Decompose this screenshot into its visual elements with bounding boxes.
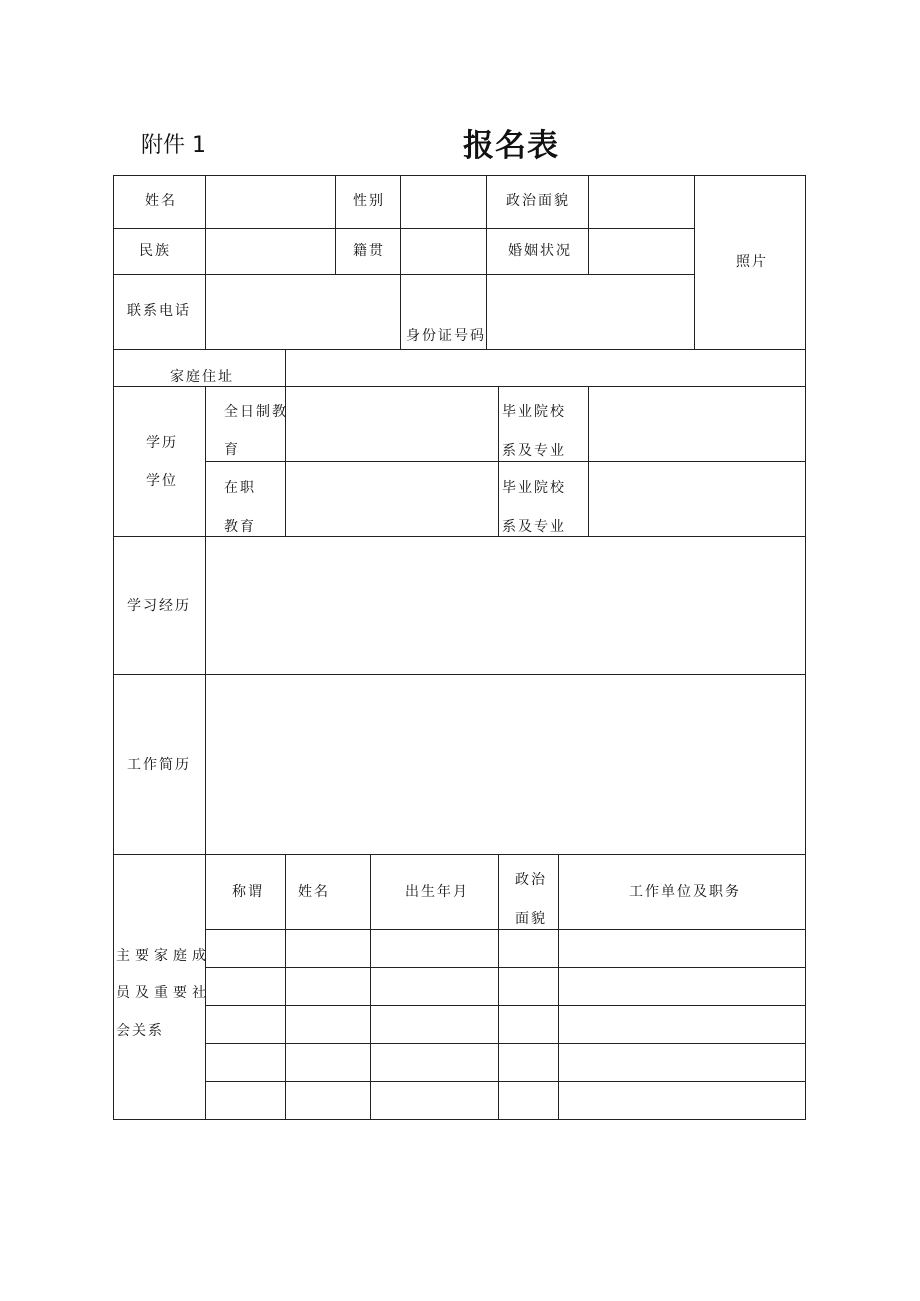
study-history-label: 学习经历 — [127, 598, 191, 614]
phone-label: 联系电话 — [127, 303, 191, 319]
col-name-header: 姓名 — [298, 884, 330, 900]
rule — [370, 854, 371, 1119]
family-relations-label-end: 会关系 — [116, 1023, 164, 1039]
name-label: 姓名 — [145, 193, 177, 209]
rule — [113, 674, 806, 675]
rule — [558, 854, 559, 1119]
marital-status-label: 婚姻状况 — [508, 243, 572, 259]
political-status-label: 政治面貌 — [506, 193, 570, 209]
rule — [205, 386, 206, 536]
rule — [205, 1005, 806, 1006]
rule — [205, 967, 806, 968]
family-relations-label: 主要家庭成 — [116, 948, 211, 964]
rule — [588, 386, 589, 536]
rule — [498, 854, 499, 1119]
home-address-label: 家庭住址 — [170, 369, 234, 385]
col-work-header: 工作单位及职务 — [629, 884, 741, 900]
rule — [335, 175, 336, 274]
rule — [113, 228, 694, 229]
ethnicity-label: 民族 — [139, 243, 171, 259]
gender-label: 性别 — [353, 193, 385, 209]
education-label: 学历 — [146, 435, 178, 451]
fulltime-education-label: 全日制教 — [224, 404, 288, 420]
rule — [285, 349, 286, 386]
rule — [498, 386, 499, 536]
rule — [285, 854, 286, 1119]
page-title: 报名表 — [463, 128, 559, 164]
col-relation-header: 称谓 — [232, 884, 264, 900]
rule — [113, 349, 806, 350]
fulltime-education-label-cont: 育 — [224, 442, 240, 458]
rule — [205, 929, 806, 930]
rule — [694, 175, 695, 349]
native-place-label: 籍贯 — [353, 243, 385, 259]
col-political-header-cont: 面貌 — [515, 911, 547, 927]
inservice-education-label: 在职 — [224, 480, 256, 496]
major-label: 系及专业 — [502, 443, 566, 459]
col-birth-header: 出生年月 — [405, 884, 469, 900]
rule — [205, 461, 806, 462]
photo-label: 照片 — [736, 254, 768, 270]
id-number-label: 身份证号码 — [406, 328, 486, 344]
family-relations-label-cont: 员及重要社 — [116, 985, 211, 1001]
col-political-header: 政治 — [515, 872, 547, 888]
school-label: 毕业院校 — [502, 404, 566, 420]
rule — [805, 175, 806, 1119]
rule — [205, 175, 206, 349]
rule — [400, 175, 401, 349]
rule — [113, 854, 806, 855]
rule — [588, 175, 589, 274]
rule — [205, 1081, 806, 1082]
rule — [205, 1043, 806, 1044]
degree-label: 学位 — [146, 473, 178, 489]
work-history-label: 工作简历 — [127, 757, 191, 773]
rule — [113, 175, 114, 1119]
rule — [486, 175, 487, 349]
rule — [113, 175, 806, 176]
rule — [113, 274, 694, 275]
rule — [113, 1119, 806, 1120]
rule — [205, 536, 206, 854]
school-label: 毕业院校 — [502, 480, 566, 496]
inservice-education-label-cont: 教育 — [224, 519, 256, 535]
major-label: 系及专业 — [502, 519, 566, 535]
attachment-label: 附件 1 — [141, 133, 206, 158]
rule — [113, 536, 806, 537]
rule — [113, 386, 806, 387]
